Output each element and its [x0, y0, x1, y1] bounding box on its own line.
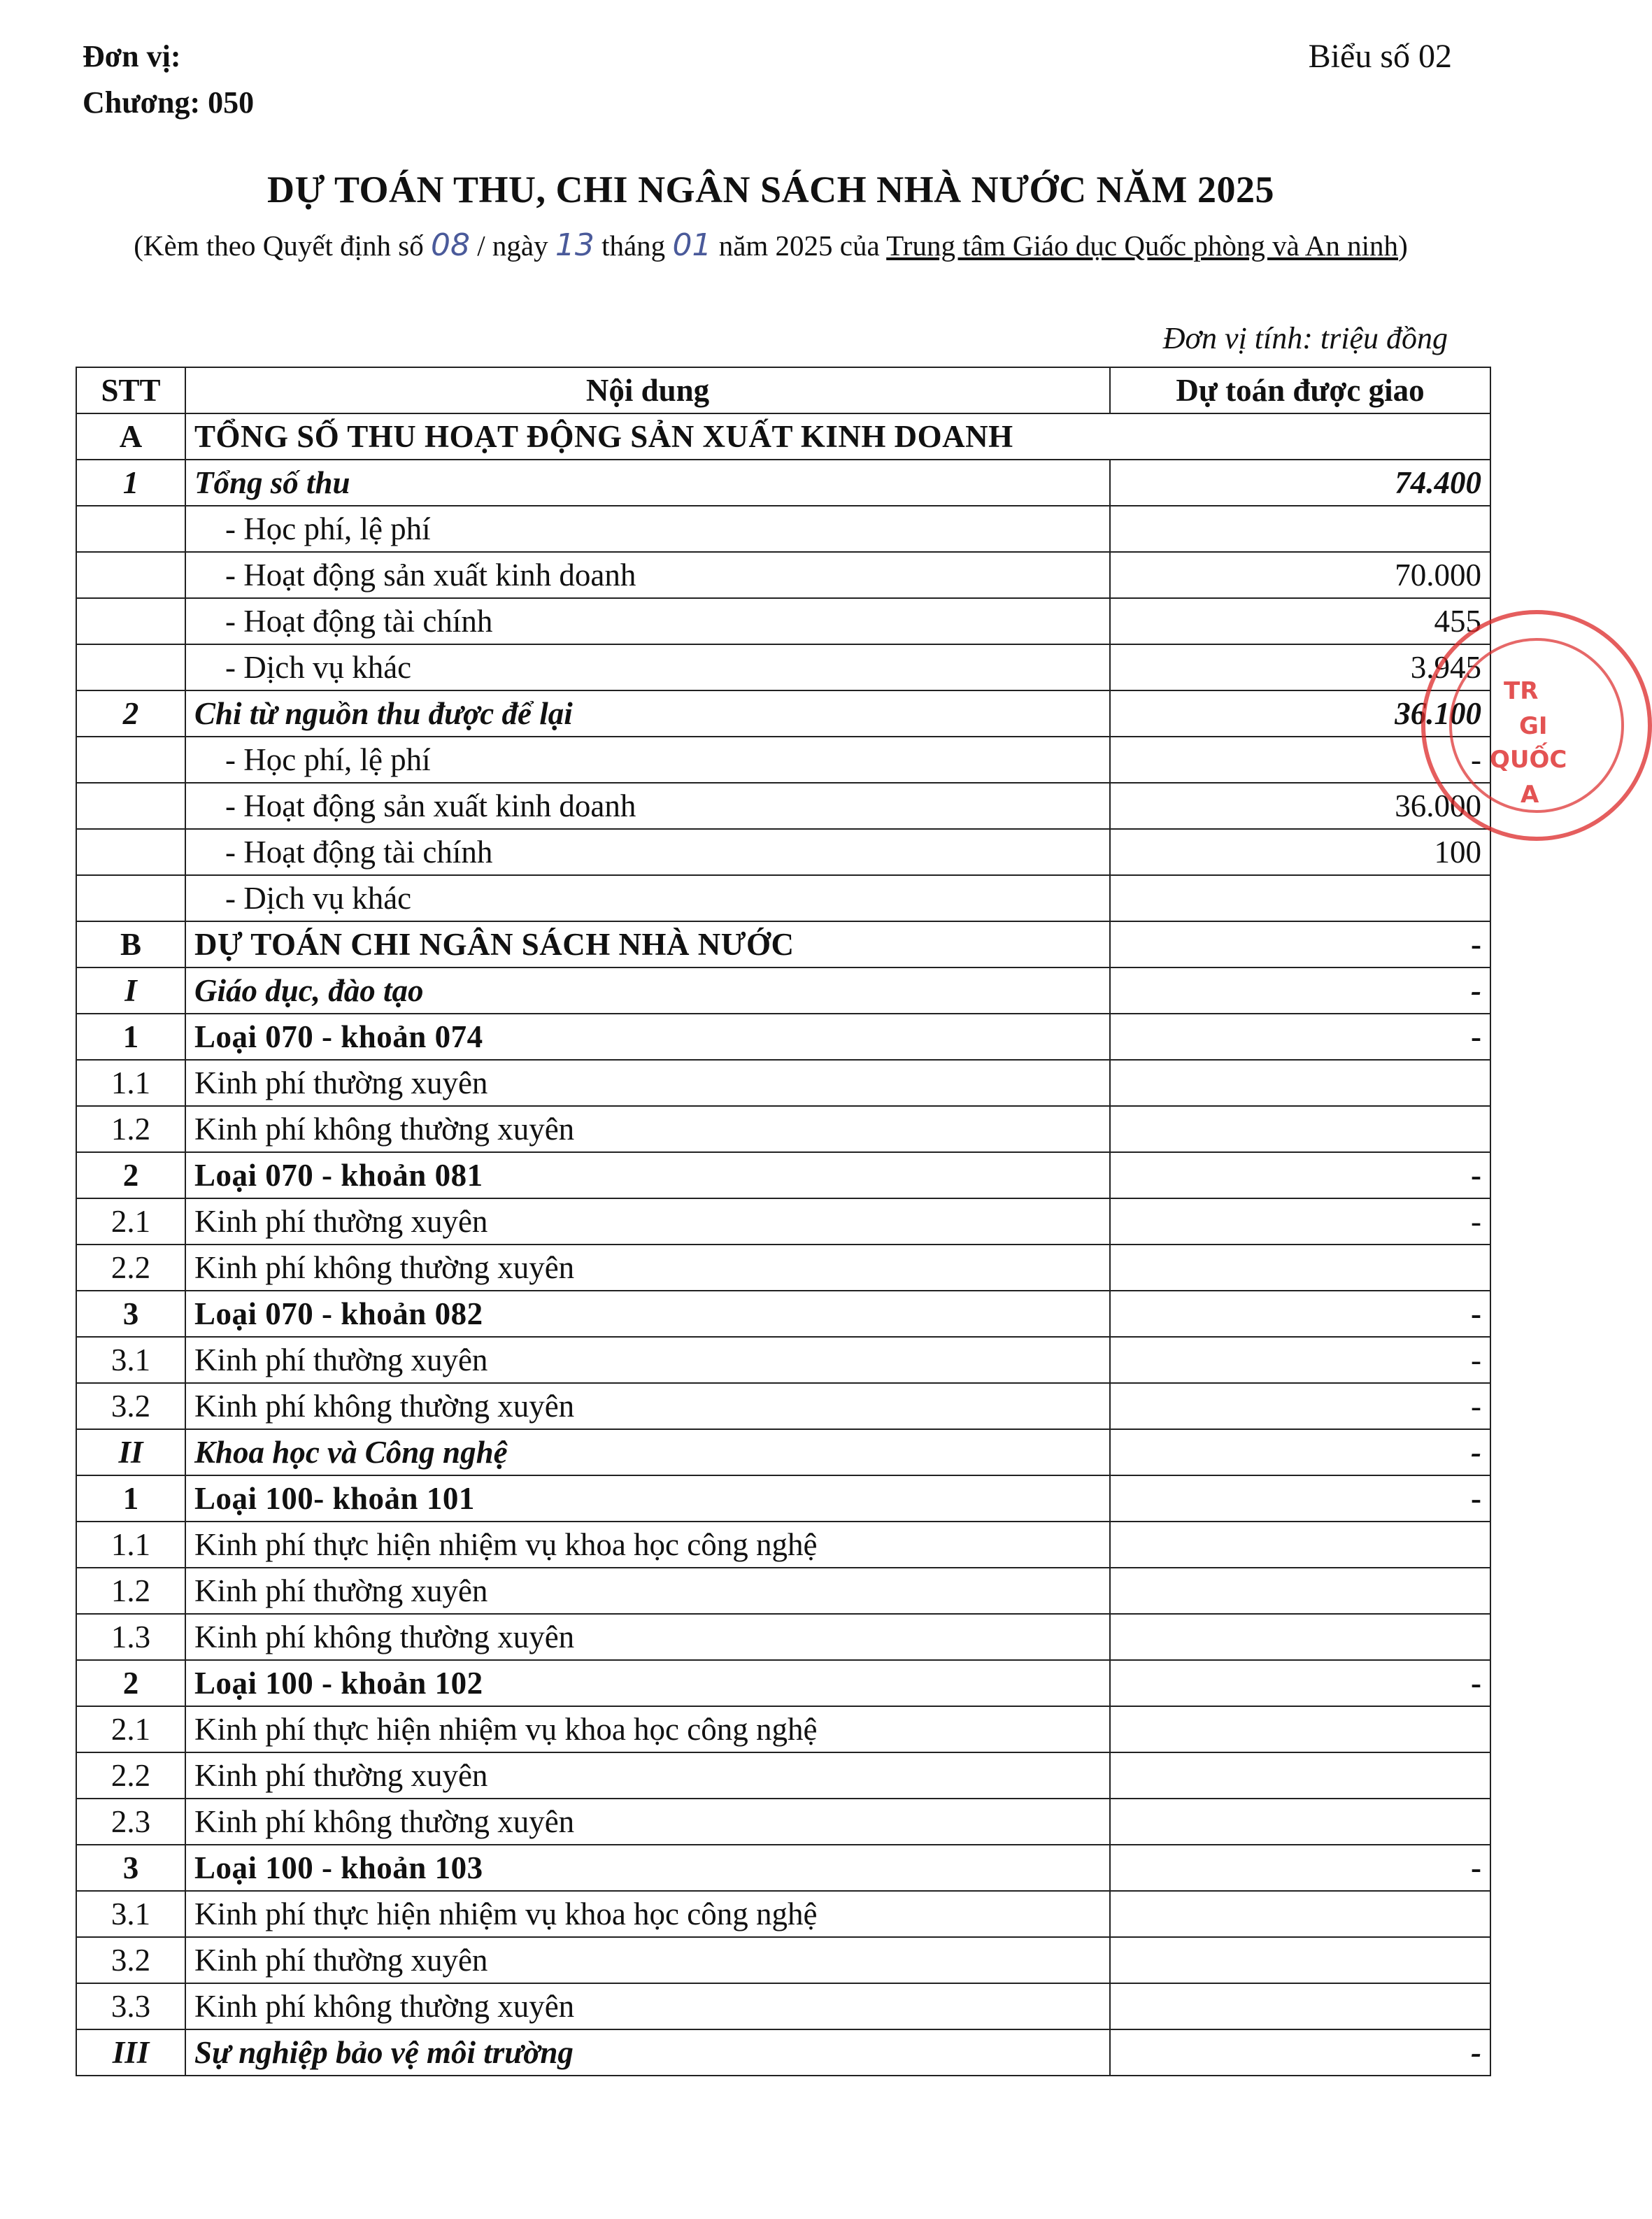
row-stt: 2	[76, 1660, 185, 1706]
row-stt: 2.2	[76, 1752, 185, 1799]
row-stt	[76, 783, 185, 829]
row-value	[1110, 506, 1490, 552]
row-value	[1110, 875, 1490, 921]
row-stt: 2.2	[76, 1245, 185, 1291]
row-stt: 3.2	[76, 1937, 185, 1983]
document-subtitle	[0, 227, 1541, 263]
unit-note: Đơn vị tính: triệu đồng	[1162, 321, 1448, 355]
row-stt: I	[76, 967, 185, 1014]
table-row	[76, 2029, 1490, 2076]
stamp-text-3: QUỐC	[1490, 746, 1567, 774]
row-content: Kinh phí thường xuyên	[185, 1337, 1110, 1383]
row-value	[1110, 1245, 1490, 1291]
row-stt: 3	[76, 1291, 185, 1337]
row-value: -	[1110, 967, 1490, 1014]
row-content: Kinh phí thực hiện nhiệm vụ khoa học công nghệ	[185, 1522, 1110, 1568]
decision-day: 13	[555, 227, 594, 263]
subtitle-part-1: (Kèm theo Quyết định số	[134, 229, 424, 262]
row-content: Kinh phí thực hiện nhiệm vụ khoa học công nghệ	[185, 1891, 1110, 1937]
row-stt	[76, 829, 185, 875]
header-left	[83, 34, 254, 126]
row-content: Kinh phí thường xuyên	[185, 1198, 1110, 1245]
table-row	[76, 1799, 1490, 1845]
row-stt	[76, 875, 185, 921]
table-row	[76, 1752, 1490, 1799]
row-stt: 3.3	[76, 1983, 185, 2029]
row-content: Loại 100 - khoản 103	[185, 1845, 1110, 1891]
table-row	[76, 1983, 1490, 2029]
row-content: Loại 070 - khoản 074	[185, 1014, 1110, 1060]
row-content: - Hoạt động sản xuất kinh doanh	[185, 783, 1110, 829]
row-content: - Học phí, lệ phí	[185, 737, 1110, 783]
row-content: Kinh phí không thường xuyên	[185, 1106, 1110, 1152]
row-stt: III	[76, 2029, 185, 2076]
row-value	[1110, 1614, 1490, 1660]
row-stt: II	[76, 1429, 185, 1475]
table-row	[76, 1383, 1490, 1429]
unit-label: Đơn vị:	[83, 39, 181, 73]
row-stt: 1.2	[76, 1568, 185, 1614]
row-content: - Dịch vụ khác	[185, 875, 1110, 921]
header-content: Nội dung	[185, 367, 1110, 413]
row-content: - Hoạt động sản xuất kinh doanh	[185, 552, 1110, 598]
row-content: Loại 100- khoản 101	[185, 1475, 1110, 1522]
row-content: Kinh phí thực hiện nhiệm vụ khoa học công nghệ	[185, 1706, 1110, 1752]
stamp-text-4: A	[1521, 781, 1539, 809]
row-value: -	[1110, 921, 1490, 967]
subtitle-part-3: tháng	[601, 229, 666, 262]
table-row	[76, 1429, 1490, 1475]
table-row	[76, 1014, 1490, 1060]
row-value	[1110, 1522, 1490, 1568]
row-value: -	[1110, 1291, 1490, 1337]
row-content: Kinh phí không thường xuyên	[185, 1614, 1110, 1660]
table-row	[76, 1198, 1490, 1245]
row-value: -	[1110, 2029, 1490, 2076]
table-row	[76, 1706, 1490, 1752]
table-row	[76, 1522, 1490, 1568]
row-value: -	[1110, 737, 1490, 783]
table-row	[76, 1568, 1490, 1614]
row-stt	[76, 598, 185, 644]
row-value: 100	[1110, 829, 1490, 875]
document-title: DỰ TOÁN THU, CHI NGÂN SÁCH NHÀ NƯỚC NĂM 2025	[266, 169, 1275, 211]
table-row	[76, 1845, 1490, 1891]
table-row	[76, 875, 1490, 921]
table-row	[76, 1891, 1490, 1937]
row-stt: 2	[76, 690, 185, 737]
row-value	[1110, 1891, 1490, 1937]
row-content: Tổng số thu	[185, 460, 1110, 506]
row-stt	[76, 644, 185, 690]
row-value: 455	[1110, 598, 1490, 644]
row-value	[1110, 1060, 1490, 1106]
row-value: -	[1110, 1383, 1490, 1429]
table-row	[76, 460, 1490, 506]
row-content: Giáo dục, đào tạo	[185, 967, 1110, 1014]
table-row	[76, 690, 1490, 737]
row-content: - Dịch vụ khác	[185, 644, 1110, 690]
row-content: Kinh phí thường xuyên	[185, 1060, 1110, 1106]
table-row	[76, 552, 1490, 598]
row-stt: 1	[76, 460, 185, 506]
row-value	[1110, 1752, 1490, 1799]
row-content: Khoa học và Công nghệ	[185, 1429, 1110, 1475]
header-stt: STT	[76, 367, 185, 413]
row-content: Kinh phí không thường xuyên	[185, 1245, 1110, 1291]
row-content: Loại 100 - khoản 102	[185, 1660, 1110, 1706]
row-value	[1110, 1106, 1490, 1152]
row-value	[1110, 1937, 1490, 1983]
row-content: Kinh phí không thường xuyên	[185, 1383, 1110, 1429]
table-row	[76, 1475, 1490, 1522]
row-stt: A	[76, 413, 185, 460]
table-row	[76, 1245, 1490, 1291]
table-row	[76, 967, 1490, 1014]
table-row	[76, 1060, 1490, 1106]
table-row	[76, 644, 1490, 690]
table-row	[76, 1152, 1490, 1198]
row-value	[1110, 1983, 1490, 2029]
table-row	[76, 506, 1490, 552]
chapter-label: Chương: 050	[83, 85, 255, 120]
row-value: -	[1110, 1337, 1490, 1383]
row-stt	[76, 506, 185, 552]
row-content: Loại 070 - khoản 081	[185, 1152, 1110, 1198]
row-stt: 2	[76, 1152, 185, 1198]
table-row	[76, 1337, 1490, 1383]
row-stt: 3.2	[76, 1383, 185, 1429]
row-content: - Học phí, lệ phí	[185, 506, 1110, 552]
table-row	[76, 1106, 1490, 1152]
form-number: Biểu số 02	[1308, 38, 1452, 75]
table-row	[76, 1291, 1490, 1337]
table-row	[76, 1937, 1490, 1983]
row-content: Chi từ nguồn thu được để lại	[185, 690, 1110, 737]
table-row	[76, 598, 1490, 644]
row-stt: 1.2	[76, 1106, 185, 1152]
row-content: Kinh phí không thường xuyên	[185, 1983, 1110, 2029]
stamp-text-1: TR	[1504, 677, 1539, 705]
row-value: -	[1110, 1475, 1490, 1522]
row-value	[1110, 1799, 1490, 1845]
row-content: Kinh phí không thường xuyên	[185, 1799, 1110, 1845]
row-content: Kinh phí thường xuyên	[185, 1752, 1110, 1799]
table-header-row	[76, 367, 1490, 413]
table-row	[76, 783, 1490, 829]
table-row	[76, 737, 1490, 783]
row-stt: 3	[76, 1845, 185, 1891]
table-row	[76, 413, 1490, 460]
table-row	[76, 1660, 1490, 1706]
row-stt: 1.3	[76, 1614, 185, 1660]
row-stt: 1.1	[76, 1060, 185, 1106]
row-content: - Hoạt động tài chính	[185, 598, 1110, 644]
row-stt: B	[76, 921, 185, 967]
row-value: 3.945	[1110, 644, 1490, 690]
subtitle-part-5: )	[1398, 229, 1408, 262]
row-stt	[76, 552, 185, 598]
decision-number: 08	[431, 227, 470, 263]
decision-month: 01	[672, 227, 712, 263]
row-stt	[76, 737, 185, 783]
row-value: -	[1110, 1014, 1490, 1060]
organization-name: Trung tâm Giáo dục Quốc phòng và An ninh	[886, 229, 1399, 262]
header-value: Dự toán được giao	[1110, 367, 1490, 413]
row-value: -	[1110, 1660, 1490, 1706]
row-value: 70.000	[1110, 552, 1490, 598]
row-content: DỰ TOÁN CHI NGÂN SÁCH NHÀ NƯỚC	[185, 921, 1110, 967]
subtitle-part-4: năm 2025 của	[718, 229, 880, 262]
row-stt: 1.1	[76, 1522, 185, 1568]
subtitle-part-2: / ngày	[477, 229, 548, 262]
table-row	[76, 829, 1490, 875]
row-content: Loại 070 - khoản 082	[185, 1291, 1110, 1337]
row-stt: 3.1	[76, 1891, 185, 1937]
row-value	[1110, 1706, 1490, 1752]
table-row	[76, 921, 1490, 967]
row-content: TỔNG SỐ THU HOẠT ĐỘNG SẢN XUẤT KINH DOANH	[185, 413, 1490, 460]
row-content: Sự nghiệp bảo vệ môi trường	[185, 2029, 1110, 2076]
table-row	[76, 1614, 1490, 1660]
row-value: 36.100	[1110, 690, 1490, 737]
row-stt: 2.1	[76, 1706, 185, 1752]
row-value	[1110, 1568, 1490, 1614]
row-value: -	[1110, 1845, 1490, 1891]
row-content: - Hoạt động tài chính	[185, 829, 1110, 875]
row-value: -	[1110, 1429, 1490, 1475]
row-stt: 2.1	[76, 1198, 185, 1245]
row-stt: 1	[76, 1475, 185, 1522]
budget-table	[76, 367, 1491, 2076]
row-content: Kinh phí thường xuyên	[185, 1937, 1110, 1983]
row-value: 36.000	[1110, 783, 1490, 829]
stamp-text-2: GI	[1519, 712, 1548, 740]
row-value: -	[1110, 1198, 1490, 1245]
table-body	[76, 413, 1490, 2076]
row-content: Kinh phí thường xuyên	[185, 1568, 1110, 1614]
row-stt: 1	[76, 1014, 185, 1060]
row-value: -	[1110, 1152, 1490, 1198]
row-value: 74.400	[1110, 460, 1490, 506]
row-stt: 2.3	[76, 1799, 185, 1845]
row-stt: 3.1	[76, 1337, 185, 1383]
